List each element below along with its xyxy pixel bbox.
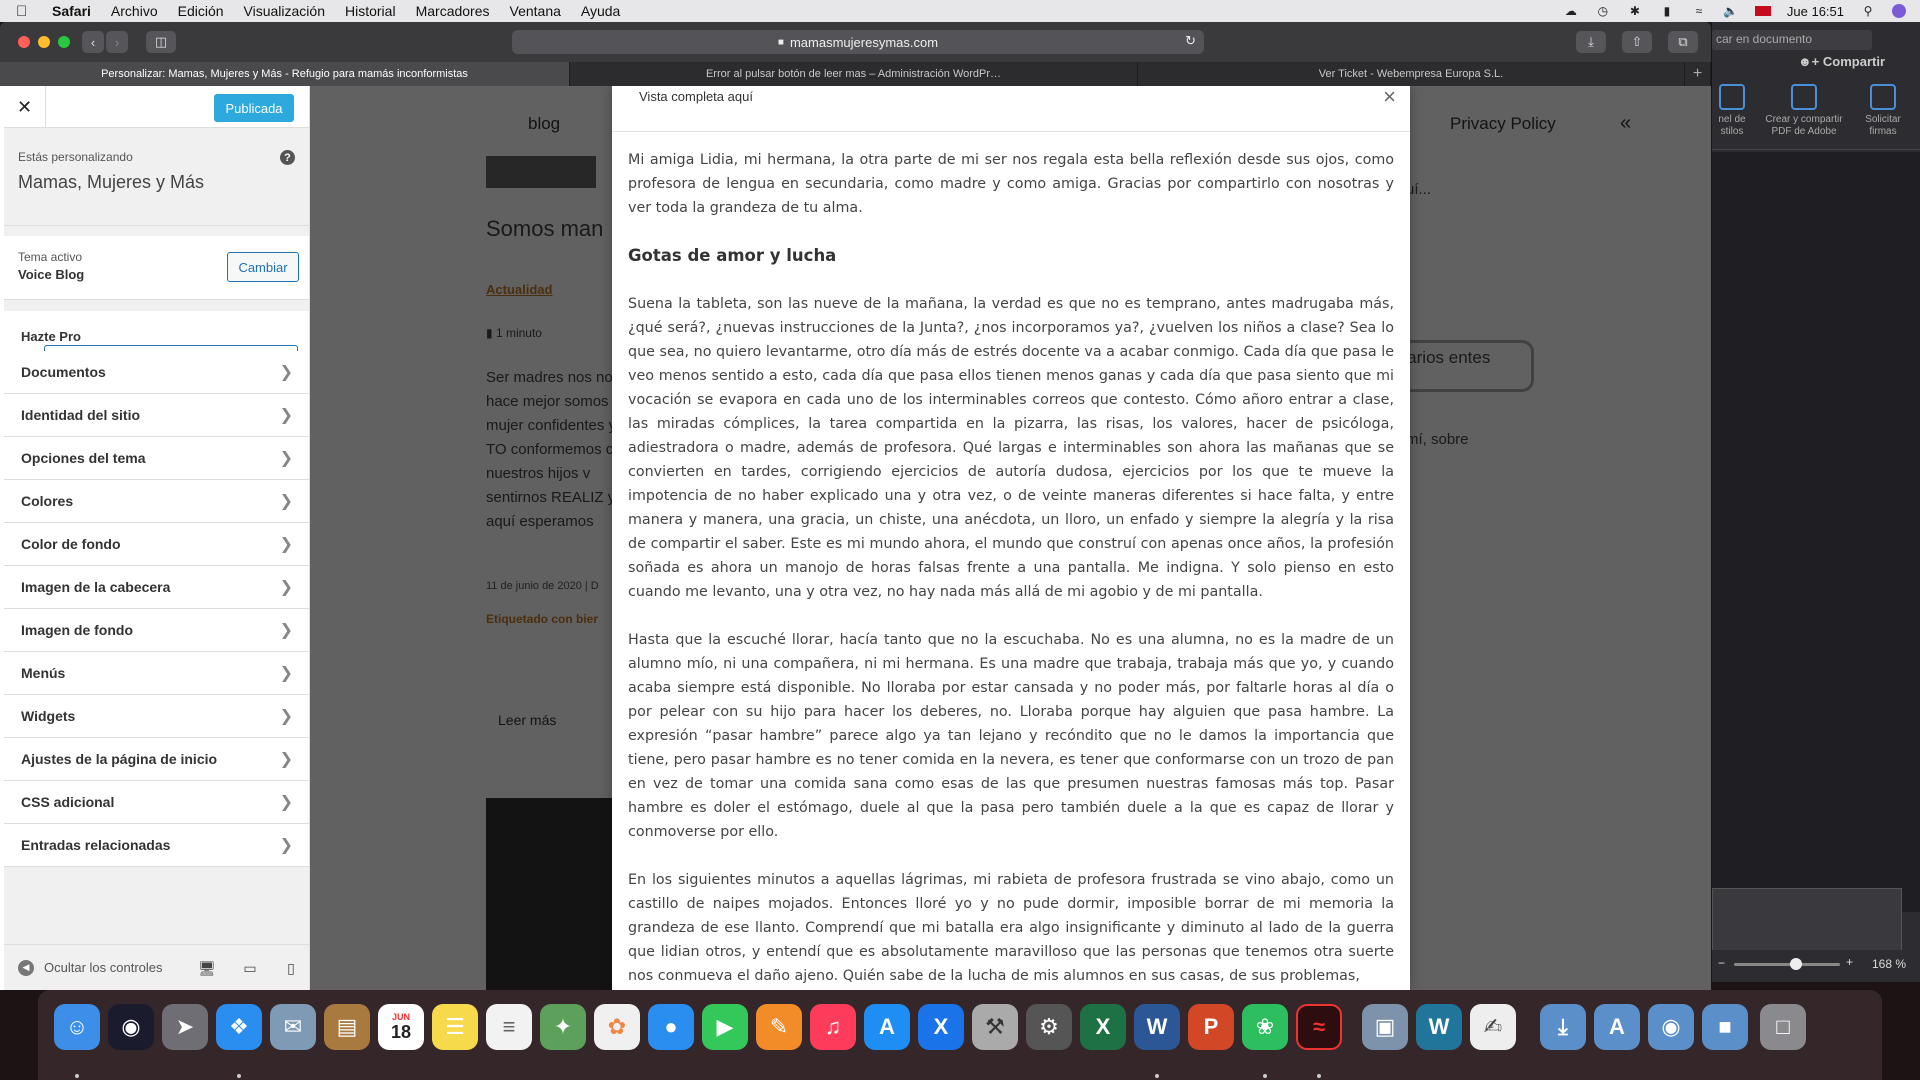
chevron-right-icon: ❯ bbox=[279, 579, 293, 596]
new-tab-button[interactable]: + bbox=[1685, 62, 1711, 86]
active-theme-section bbox=[4, 236, 309, 300]
chevron-right-icon: ❯ bbox=[279, 665, 293, 682]
zoom-slider-knob[interactable] bbox=[1790, 958, 1802, 970]
messages-icon[interactable]: ● bbox=[648, 1004, 694, 1050]
app-store-icon[interactable]: A bbox=[864, 1004, 910, 1050]
screenshots-folder-icon[interactable]: ◉ bbox=[1648, 1004, 1694, 1050]
acrobat-tool-styles-label: nel de stilos bbox=[1718, 114, 1746, 137]
reload-icon[interactable]: ↻ bbox=[1185, 33, 1196, 48]
acrobat-tool-sign[interactable] bbox=[1858, 84, 1908, 138]
menu-imagen-fondo[interactable] bbox=[4, 609, 309, 652]
zoom-slider[interactable] bbox=[1734, 963, 1840, 966]
chevron-right-icon: ❯ bbox=[279, 708, 293, 725]
battery-icon[interactable]: ▮ bbox=[1663, 4, 1671, 18]
chevron-right-icon: ❯ bbox=[279, 837, 293, 854]
finder-icon[interactable]: ☺ bbox=[54, 1004, 100, 1050]
chevron-right-icon: ❯ bbox=[279, 751, 293, 768]
flag-icon[interactable] bbox=[1755, 6, 1771, 16]
menu-label: Documentos bbox=[21, 364, 106, 380]
menu-entradas-relacionadas[interactable] bbox=[4, 824, 309, 867]
menu-documentos[interactable] bbox=[4, 351, 309, 394]
customizer-info bbox=[4, 128, 309, 226]
calendar-month: JUN bbox=[391, 1011, 410, 1022]
bluetooth-icon[interactable]: ✱ bbox=[1629, 4, 1640, 18]
article-paragraph: Suena la tableta, son las nueve de la mañana, la verdad es que no es temprano, antes madrugaba más, ¿qué será?, ¿nuevas instrucciones de la Junta?, ¿nos incorporamos ya?, ¿vuelven los niños a clase? Sea lo que sea, no quiero levantarme, otro día más de estrés docente va a acabar conmigo. Cada día que pasa le veo menos sentido a esto, cada día que pasa ellos tienen menos ganas y cada día que pasa siento que mi vocación se evapora en cada uno de los interminables correos que contesto. Cómo añoro entrar a clase, las miradas cómplices, la tarea compartida en la pizarra, las risas, los valores, hacer de psicóloga, adiestradora o madre, además de profesora. Qué largas e interminables son ahora las mañanas que se convierten en tardes, corrigiendo ejercicios de autoría dudosa, ejercicios por los que te mueve la impotencia de no haber explicado una y otra vez, o de veinte maneras diferentes si hace falta, y entre manera y manera, una gracia, un chiste, una anécdota, un lloro, un enfado y siempre la alegría y la risa de compartir el saber. Este es mi mundo ahora, el mundo que construí con apenas once años, la profesión soñada es ahora un manojo de horas falsas frente a una pantalla. Me indigna. Y solo pienso en esto cuando me levanto, una y otra vez, no hay nada más allá de mi agobio y de mi pantalla. bbox=[628, 296, 1394, 600]
site-name: Mamas, Mujeres y Más bbox=[18, 172, 205, 192]
browser-toolbar bbox=[0, 22, 1711, 62]
tab-ticket[interactable]: Ver Ticket - Webempresa Europa S.L. bbox=[1138, 62, 1685, 86]
menu-label: Colores bbox=[21, 493, 74, 509]
acrobat-tool-sign-label: Solicitar firmas bbox=[1865, 114, 1901, 137]
close-icon[interactable]: × bbox=[1383, 86, 1396, 109]
menu-imagen-cabecera[interactable] bbox=[4, 566, 309, 609]
menu-label: Menús bbox=[21, 665, 66, 681]
safari-window bbox=[0, 22, 1711, 990]
acrobat-tools bbox=[1712, 78, 1920, 150]
menu-css-adicional[interactable] bbox=[4, 781, 309, 824]
calendar-icon[interactable] bbox=[378, 1004, 424, 1050]
minimize-window-button[interactable] bbox=[38, 36, 50, 48]
reminders-icon[interactable]: ≡ bbox=[486, 1004, 532, 1050]
back-icon[interactable]: ‹ bbox=[82, 31, 104, 53]
zoom-level: 168 % bbox=[1872, 957, 1907, 971]
acrobat-document-area bbox=[1712, 152, 1920, 912]
music-icon[interactable]: ♫ bbox=[810, 1004, 856, 1050]
article-intro: Mi amiga Lidia, mi hermana, la otra parte de mi ser nos regala esta bella reflexión desde sus ojos, como profesora de lengua en secundaria, como madre y como amiga. Gracias por compartirlo con nosotras y ver toda la grandeza de tu alma. bbox=[628, 152, 1394, 216]
tab-overview-icon[interactable]: ⧉ bbox=[1668, 31, 1698, 53]
hide-controls-icon[interactable]: ◀ bbox=[18, 960, 34, 976]
excel-icon[interactable]: X bbox=[1080, 1004, 1126, 1050]
chevron-right-icon: ❯ bbox=[279, 407, 293, 424]
menu-item-historial[interactable]: Historial bbox=[345, 3, 396, 19]
menu-label: Ajustes de la página de inicio bbox=[21, 751, 218, 767]
acrobat-search-input[interactable]: car en documento bbox=[1712, 30, 1872, 50]
powerpoint-icon[interactable]: P bbox=[1188, 1004, 1234, 1050]
customizer-menu bbox=[4, 351, 309, 867]
desktop-preview-icon[interactable]: 🖥 bbox=[198, 959, 216, 976]
menu-label: CSS adicional bbox=[21, 794, 115, 810]
time-machine-icon[interactable]: ◷ bbox=[1597, 4, 1609, 18]
creative-cloud-icon[interactable]: ☁ bbox=[1564, 4, 1577, 18]
help-icon[interactable]: ? bbox=[280, 150, 295, 165]
menu-color-fondo[interactable] bbox=[4, 523, 309, 566]
menu-label: Entradas relacionadas bbox=[21, 837, 171, 853]
close-icon[interactable]: ✕ bbox=[4, 86, 46, 128]
menu-widgets[interactable] bbox=[4, 695, 309, 738]
modal-title: Vista completa aquí bbox=[639, 89, 753, 104]
customizer-header bbox=[4, 86, 309, 128]
menu-identidad-sitio[interactable] bbox=[4, 394, 309, 437]
preview-app-icon[interactable]: ✉ bbox=[270, 1004, 316, 1050]
zoom-window-button[interactable] bbox=[58, 36, 70, 48]
menu-label: Color de fondo bbox=[21, 536, 121, 552]
article-paragraph: Hasta que la escuché llorar, hacía tanto que no la escuchaba. No es una alumna, no es la madre de un alumno mío, ni una compañera, ni mi hermana. Es una madre que trabaja, trabaja más que yo, y cuando acaba siempre está disponible. No lloraba por estar cansada y no poder más, por faltarle horas al día o por pelear con su hijo para hacer los deberes, no. Lloraba porque hay alguien que pasa hambre. La expresión “pasar hambre” parece algo ya tan lejano y recóndito que no le damos la importancia que tiene, pero pasar hambre es no tener comida en la nevera, es tener que conformarse con un trozo de pan en vez de tomar una comida sana como esas de las que presumen nuestras famosas más top. Pasar hambre es doler el estómago, duele al que la pasa pero también duele a la que es capaz de llorar y conmoverse por ello. bbox=[628, 632, 1394, 840]
address-text: mamasmujeresymas.com bbox=[789, 34, 939, 50]
wifi-icon[interactable]: ≈ bbox=[1695, 4, 1703, 18]
image-capture-icon[interactable]: ▣ bbox=[1362, 1004, 1408, 1050]
address-bar[interactable] bbox=[512, 30, 1204, 54]
acrobat-tool-create[interactable] bbox=[1758, 84, 1850, 138]
styles-icon bbox=[1719, 84, 1745, 110]
siri-icon[interactable] bbox=[1892, 4, 1906, 18]
tab-wordpress-error[interactable]: Error al pulsar botón de leer mas – Administración WordPr… bbox=[570, 62, 1138, 86]
menu-bar bbox=[0, 0, 1920, 22]
menu-label: Widgets bbox=[21, 708, 76, 724]
forward-icon[interactable]: › bbox=[106, 31, 128, 53]
chevron-right-icon: ❯ bbox=[279, 536, 293, 553]
running-indicator bbox=[75, 1074, 79, 1078]
facetime-icon[interactable]: ▶ bbox=[702, 1004, 748, 1050]
utility-icon[interactable]: ⚒ bbox=[972, 1004, 1018, 1050]
page-content bbox=[0, 86, 1711, 990]
acrobat-share-button[interactable]: ☻+ Compartir bbox=[1798, 54, 1886, 69]
volume-icon[interactable]: 🔈 bbox=[1723, 4, 1739, 18]
acrobat-share-label: Compartir bbox=[1822, 54, 1886, 69]
customizing-label: Estás personalizando bbox=[18, 150, 133, 164]
spotlight-search-icon[interactable]: ⚲ bbox=[1863, 4, 1873, 18]
clock[interactable]: Jue 16:51 bbox=[1786, 3, 1844, 19]
menu-label: Opciones del tema bbox=[21, 450, 146, 466]
tablet-preview-icon[interactable]: ▭ bbox=[243, 959, 257, 976]
zoom-in-icon[interactable]: + bbox=[1846, 955, 1854, 969]
mobile-preview-icon[interactable]: ▯ bbox=[287, 959, 295, 976]
downloads-icon[interactable]: ⤓ bbox=[1576, 31, 1606, 53]
xcode-icon[interactable]: X bbox=[918, 1004, 964, 1050]
dock bbox=[38, 990, 1882, 1080]
acrobat-tool-styles[interactable] bbox=[1712, 84, 1752, 138]
menu-item-marcadores[interactable]: Marcadores bbox=[415, 3, 490, 19]
customizer-footer bbox=[4, 944, 310, 990]
wordpress-icon[interactable]: W bbox=[1416, 1004, 1462, 1050]
chevron-right-icon: ❯ bbox=[279, 450, 293, 467]
menu-menus[interactable] bbox=[4, 652, 309, 695]
menu-item-ventana[interactable]: Ventana bbox=[509, 3, 561, 19]
article-heading: Gotas de amor y lucha bbox=[628, 246, 837, 265]
running-indicator bbox=[1155, 1074, 1159, 1078]
siri-icon[interactable]: ◉ bbox=[108, 1004, 154, 1050]
documents-folder-icon[interactable]: ■ bbox=[1702, 1004, 1748, 1050]
menu-item-ayuda[interactable]: Ayuda bbox=[580, 3, 621, 19]
menu-item-visualizacion[interactable]: Visualización bbox=[243, 3, 325, 19]
tab-bar bbox=[0, 62, 1711, 86]
modal-body bbox=[612, 132, 1410, 988]
menu-item-archivo[interactable]: Archivo bbox=[110, 3, 158, 19]
zoom-out-icon[interactable]: − bbox=[1718, 956, 1726, 970]
customizer-sidebar bbox=[4, 86, 310, 990]
system-preferences-icon[interactable]: ⚙ bbox=[1026, 1004, 1072, 1050]
full-view-modal bbox=[612, 86, 1410, 990]
textedit-icon[interactable]: ✍ bbox=[1470, 1004, 1516, 1050]
maps-icon[interactable]: ✦ bbox=[540, 1004, 586, 1050]
acrobat-panel bbox=[1712, 22, 1920, 982]
go-pro-label: Hazte Pro bbox=[21, 329, 81, 344]
hide-controls-button[interactable]: Ocultar los controles bbox=[44, 960, 163, 975]
running-indicator bbox=[1317, 1074, 1321, 1078]
photos-icon[interactable]: ✿ bbox=[594, 1004, 640, 1050]
acrobat-icon[interactable]: ≈ bbox=[1296, 1004, 1342, 1050]
menu-label: Imagen de la cabecera bbox=[21, 579, 171, 595]
evernote-icon[interactable]: ❀ bbox=[1242, 1004, 1288, 1050]
applications-folder-icon[interactable]: A bbox=[1594, 1004, 1640, 1050]
menu-app-name[interactable]: Safari bbox=[52, 3, 91, 19]
tab-customizer[interactable]: Personalizar: Mamas, Mujeres y Más - Refugio para mamás inconformistas bbox=[0, 62, 570, 86]
apple-icon[interactable] bbox=[16, 3, 38, 20]
active-theme-name: Voice Blog bbox=[18, 267, 85, 282]
menu-colores[interactable] bbox=[4, 480, 309, 523]
chevron-right-icon: ❯ bbox=[279, 622, 293, 639]
menu-item-edicion[interactable]: Edición bbox=[177, 3, 224, 19]
safari-icon[interactable]: ❖ bbox=[216, 1004, 262, 1050]
chevron-right-icon: ❯ bbox=[279, 493, 293, 510]
menu-label: Imagen de fondo bbox=[21, 622, 133, 638]
chevron-right-icon: ❯ bbox=[279, 364, 293, 381]
running-indicator bbox=[1263, 1074, 1267, 1078]
pages-icon[interactable]: ✎ bbox=[756, 1004, 802, 1050]
menu-label: Identidad del sitio bbox=[21, 407, 141, 423]
sidebar-toggle-icon[interactable]: ◫ bbox=[146, 31, 176, 53]
acrobat-zoom-bar bbox=[1712, 950, 1920, 980]
sign-icon bbox=[1870, 84, 1896, 110]
active-theme-label: Tema activo bbox=[18, 250, 83, 264]
trash-icon[interactable]: □ bbox=[1760, 1004, 1806, 1050]
close-window-button[interactable] bbox=[18, 36, 30, 48]
notes-icon[interactable]: ☰ bbox=[432, 1004, 478, 1050]
create-pdf-icon bbox=[1791, 84, 1817, 110]
downloads-folder-icon[interactable]: ⤓ bbox=[1540, 1004, 1586, 1050]
menu-ajustes-inicio[interactable] bbox=[4, 738, 309, 781]
modal-header bbox=[612, 86, 1410, 132]
menu-opciones-tema[interactable] bbox=[4, 437, 309, 480]
status-menu-area bbox=[1563, 0, 1906, 22]
go-pro-section bbox=[4, 311, 309, 351]
chevron-right-icon: ❯ bbox=[279, 794, 293, 811]
acrobat-tool-create-label: Crear y compartir PDF de Adobe bbox=[1765, 114, 1843, 137]
word-icon[interactable]: W bbox=[1134, 1004, 1180, 1050]
contacts-icon[interactable]: ▤ bbox=[324, 1004, 370, 1050]
change-theme-button[interactable]: Cambiar bbox=[227, 252, 299, 282]
launchpad-icon[interactable]: ➤ bbox=[162, 1004, 208, 1050]
article-paragraph: En los siguientes minutos a aquellas lágrimas, mi rabieta de profesora frustrada se vino abajo, como un castillo de naipes mojados. Entonces lloré yo y no pude dormir, imposible borrar de mi memoria la grandeza de ese llanto. Comprendí que mi batalla era algo insignificante y diminuto al lado de la guerra que lidian otros, y entendí que es absolutamente maravilloso que las personas que tenemos otra suerte nos conmueva el daño ajeno. Quién sabe de la lucha de mis alumnos en sus casas, de sus problemas, bbox=[628, 872, 1394, 984]
running-indicator bbox=[237, 1074, 241, 1078]
share-icon[interactable]: ⇧ bbox=[1622, 31, 1652, 53]
lock-icon: ■ bbox=[777, 36, 784, 48]
calendar-day: 18 bbox=[390, 1021, 412, 1042]
publish-button[interactable]: Publicada bbox=[214, 94, 294, 122]
